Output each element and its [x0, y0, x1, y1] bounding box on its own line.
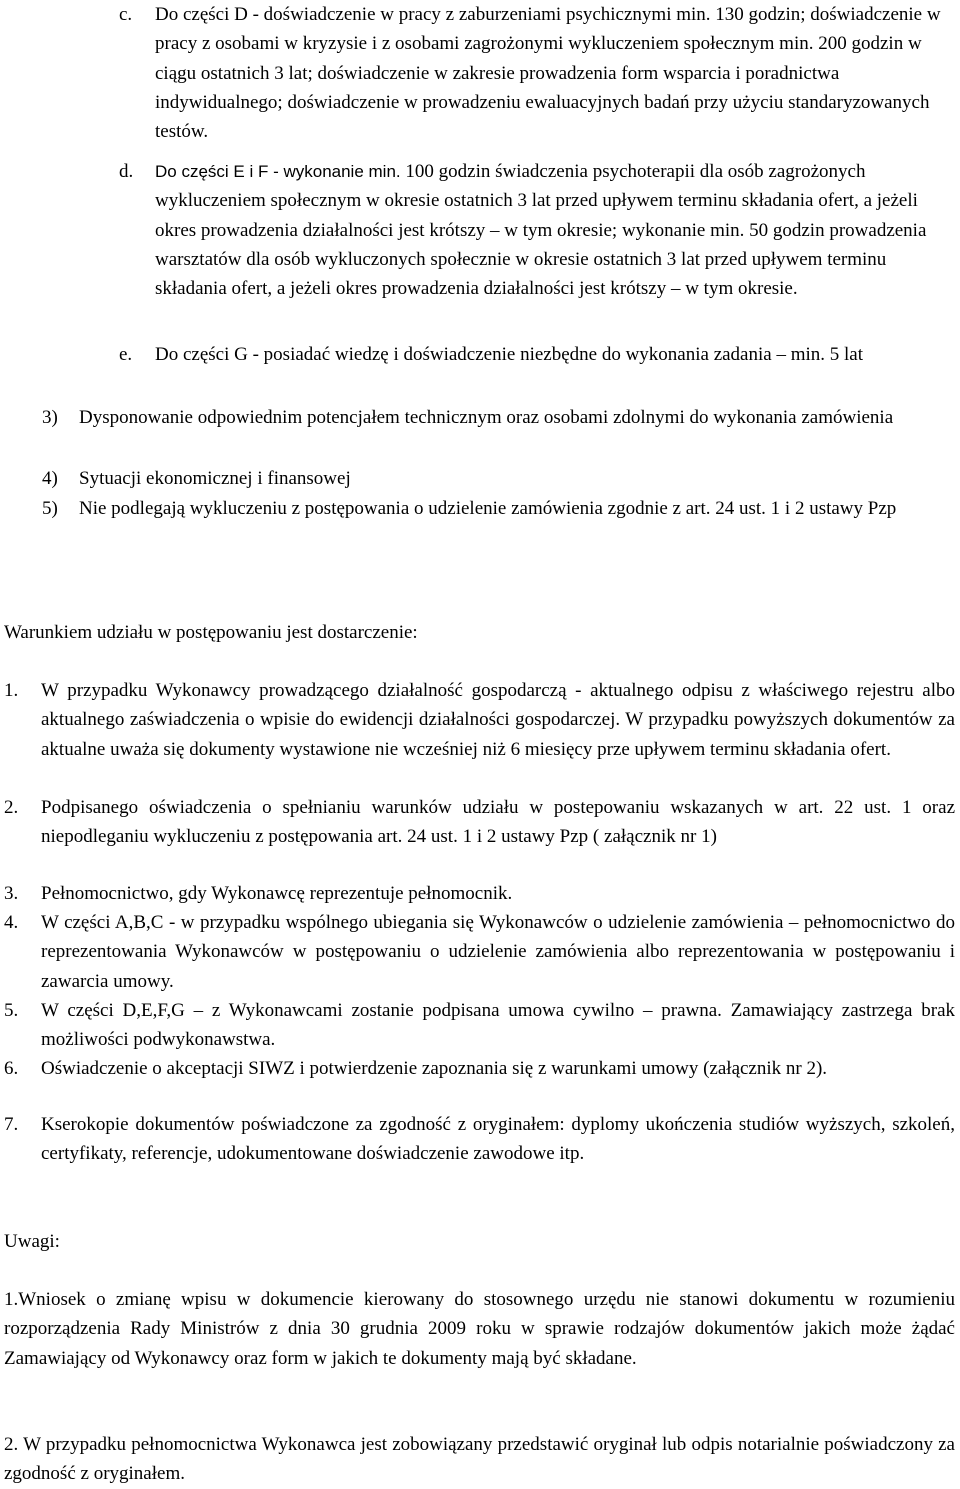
list-item-1: [4, 676, 955, 764]
condition-3: [42, 403, 954, 432]
sub-item-e: [119, 340, 951, 369]
list-item-text: Pełnomocnictwo, gdy Wykonawcę reprezentuje pełnomocnik.: [41, 883, 513, 904]
condition-marker: 3): [42, 407, 58, 428]
list-item-marker: 6.: [4, 1058, 19, 1079]
list-item-text: Podpisanego oświadczenia o spełnianiu warunków udziału w postepowaniu wskazanych w art. 22 ust. 1 oraz niepodleganiu wykluczeniu z postępowania art. 24 ust. 1 i 2 ustawy Pzp ( załącznik nr 1): [41, 797, 955, 848]
list-item-2: [4, 793, 955, 852]
list-item-marker: 1.: [4, 680, 19, 701]
sub-item-marker: e.: [119, 344, 133, 365]
list-item-6: [4, 1054, 955, 1083]
condition-4: [42, 464, 954, 493]
list-item-marker: 7.: [4, 1114, 19, 1135]
condition-text: Sytuacji ekonomicznej i finansowej: [79, 468, 351, 489]
sub-item-d: [119, 157, 951, 303]
remark-2: 2. W przypadku pełnomocnictwa Wykonawca jest zobowiązany przedstawić oryginał lub odpis notarialnie poświadczony za zgodność z oryginałem.: [4, 1434, 955, 1485]
sub-item-text: Do części E i F - wykonanie min. 100 godzin świadczenia psychoterapii dla osób zagrożonych wykluczeniem społecznym w okresie ostatnich 3 lat przed upływem terminu składania ofert, a jeżeli okres prowadzenia działalności jest krótszy – w tym okresie; wykonanie min. 50 godzin prowadzenia warsztatów dla osób wykluczonych społecznie w okresie ostatnich 3 lat przed upływem terminu składania ofert, a jeżeli okres prowadzenia działalności jest krótszy – w tym okresie.: [155, 161, 927, 300]
condition-text: Nie podlegają wykluczeniu z postępowania o udzielenie zamówienia zgodnie z art. 24 ust. 1 i 2 ustawy Pzp: [79, 498, 897, 519]
remarks-heading: Uwagi:: [4, 1231, 60, 1252]
section-heading: Warunkiem udziału w postępowaniu jest dostarczenie:: [4, 622, 418, 643]
list-item-marker: 3.: [4, 883, 19, 904]
condition-text: Dysponowanie odpowiednim potencjałem technicznym oraz osobami zdolnymi do wykonania zamówienia: [79, 407, 894, 428]
condition-marker: 4): [42, 468, 58, 489]
list-item-text: W przypadku Wykonawcy prowadzącego działalność gospodarczą - aktualnego odpisu z właściwego rejestru albo aktualnego zaświadczenia o wpisie do ewidencji działalności gospodarczej. W przypadku powyższych dokumentów za aktualne uważa się dokumenty wystawione nie wcześniej niż 6 miesięcy prze upływem terminu składania ofert.: [41, 680, 955, 760]
sub-item-c: [119, 0, 951, 146]
sub-item-lead: Do części E i F - wykonanie min.: [155, 162, 401, 181]
list-item-3: [4, 879, 955, 908]
list-item-marker: 2.: [4, 797, 19, 818]
list-item-text: W części D,E,F,G – z Wykonawcami zostanie podpisana umowa cywilno – prawna. Zamawiający zastrzega brak możliwości podwykonawstwa.: [41, 1000, 955, 1051]
remark-1: 1.Wniosek o zmianę wpisu w dokumencie kierowany do stosownego urzędu nie stanowi dokumentu w rozumieniu rozporządzenia Rady Ministrów z dnia 30 grudnia 2009 roku w sprawie rodzajów dokumentów jakich może żądać Zamawiający od Wykonawcy oraz form w jakich te dokumenty mają być składane.: [4, 1289, 955, 1369]
list-item-marker: 5.: [4, 1000, 19, 1021]
list-item-text: Oświadczenie o akceptacji SIWZ i potwierdzenie zapoznania się z warunkami umowy (załącznik nr 2).: [41, 1058, 828, 1079]
list-item-marker: 4.: [4, 912, 19, 933]
list-item-4: [4, 908, 955, 996]
sub-item-marker: c.: [119, 4, 133, 25]
sub-item-text: Do części D - doświadczenie w pracy z zaburzeniami psychicznymi min. 130 godzin; doświadczenie w pracy z osobami w kryzysie i z osobami zagrożonymi wykluczeniem społecznym min. 200 godzin w ciągu ostatnich 3 lat; doświadczenie w zakresie prowadzenia form wsparcia i poradnictwa indywidualnego; doświadczenie w prowadzeniu ewaluacyjnych badań przy użyciu standaryzowanych testów.: [155, 4, 941, 143]
list-item-text: W części A,B,C - w przypadku wspólnego ubiegania się Wykonawców o udzielenie zamówienia – pełnomocnictwo do reprezentowania Wykonawców w postępowaniu o udzielenie zamówienia albo reprezentowania w postępowaniu i zawarcia umowy.: [41, 912, 955, 992]
sub-item-marker: d.: [119, 161, 134, 182]
list-item-5: [4, 996, 955, 1055]
sub-item-text: Do części G - posiadać wiedzę i doświadczenie niezbędne do wykonania zadania – min. 5 lat: [155, 344, 864, 365]
list-item-text: Kserokopie dokumentów poświadczone za zgodność z oryginałem: dyplomy ukończenia studiów wyższych, szkoleń, certyfikaty, referencje, udokumentowane doświadczenie zawodowe itp.: [41, 1114, 955, 1165]
condition-marker: 5): [42, 498, 58, 519]
condition-5: [42, 494, 954, 523]
list-item-7: [4, 1110, 955, 1169]
